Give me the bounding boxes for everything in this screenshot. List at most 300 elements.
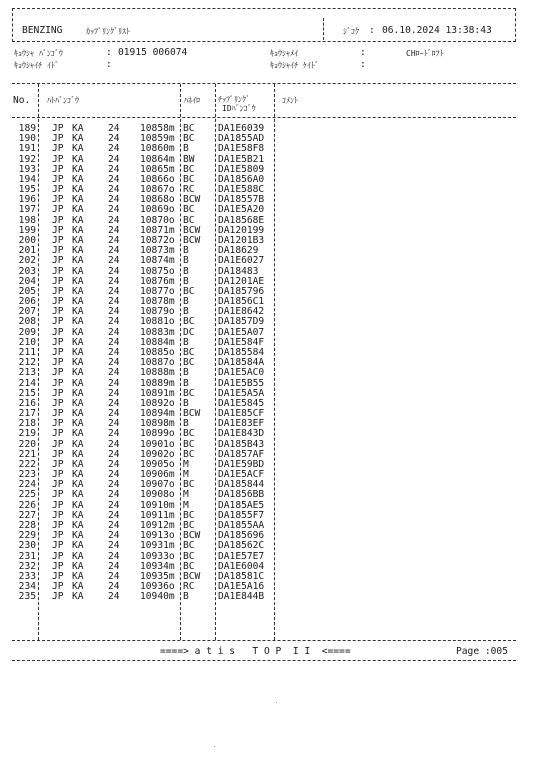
row-country: JP	[52, 285, 64, 297]
row-ring-number: 10906m	[140, 469, 175, 481]
table-row	[0, 317, 540, 327]
row-chip-id: DA1E83EF	[218, 418, 265, 430]
table-header-bottom-rule	[12, 117, 516, 118]
row-club-code: KA	[72, 306, 84, 318]
row-chip-id: DA1E5AC0	[218, 367, 265, 379]
row-number: 190	[18, 133, 36, 145]
row-club-code: KA	[72, 204, 84, 216]
row-year: 24	[108, 357, 120, 369]
col-color-header: ﾊﾈｲﾛ	[184, 96, 200, 105]
scan-speck	[214, 746, 215, 747]
row-club-code: KA	[72, 255, 84, 267]
row-year: 24	[108, 560, 120, 572]
supplier-place-colon: :	[106, 59, 112, 70]
row-country: JP	[52, 275, 64, 287]
row-club-code: KA	[72, 265, 84, 277]
row-color: BC	[183, 509, 195, 521]
row-chip-id: DA185796	[218, 285, 265, 297]
row-club-code: KA	[72, 153, 84, 165]
row-club-code: KA	[72, 458, 84, 470]
row-chip-id: DA1E5A5A	[218, 387, 265, 399]
row-chip-id: DA1856BB	[218, 489, 265, 501]
row-color: BCW	[183, 224, 201, 236]
row-number: 194	[18, 173, 36, 185]
row-year: 24	[108, 275, 120, 287]
col-ring-header: ﾊﾄﾊﾞﾝｺﾞｳ	[47, 96, 79, 105]
row-ring-number: 10910m	[140, 499, 175, 511]
row-country: JP	[52, 316, 64, 328]
row-color: BCW	[183, 234, 201, 246]
row-year: 24	[108, 316, 120, 328]
row-year: 24	[108, 520, 120, 532]
row-ring-number: 10877o	[140, 285, 175, 297]
row-ring-number: 10908o	[140, 489, 175, 501]
col-no-header: No.	[13, 95, 31, 106]
table-row	[0, 368, 540, 378]
row-country: JP	[52, 265, 64, 277]
row-number: 233	[18, 570, 36, 582]
row-chip-id: DA18557B	[218, 194, 265, 206]
row-ring-number: 10936o	[140, 581, 175, 593]
row-color: BC	[183, 163, 195, 175]
row-year: 24	[108, 265, 120, 277]
row-chip-id: DA1E5B55	[218, 377, 265, 389]
row-country: JP	[52, 306, 64, 318]
supplier-form-label: ｷｮｳｼｬｲﾁ ｹｲﾄﾞ	[270, 61, 319, 70]
row-club-code: KA	[72, 560, 84, 572]
row-ring-number: 10870o	[140, 214, 175, 226]
ch-lot-label: CHﾛｰﾄﾞﾛﾌﾄ	[406, 49, 444, 58]
row-country: JP	[52, 387, 64, 399]
row-chip-id: DA1E5A16	[218, 581, 265, 593]
row-country: JP	[52, 448, 64, 460]
row-chip-id: DA1E5ACF	[218, 469, 265, 481]
row-ring-number: 10872o	[140, 234, 175, 246]
row-ring-number: 10934m	[140, 560, 175, 572]
row-ring-number: 10911m	[140, 509, 175, 521]
row-color: BC	[183, 173, 195, 185]
row-color: BC	[183, 550, 195, 562]
row-country: JP	[52, 581, 64, 593]
row-chip-id: DA185B43	[218, 438, 265, 450]
row-club-code: KA	[72, 173, 84, 185]
row-ring-number: 10873m	[140, 245, 175, 257]
row-year: 24	[108, 245, 120, 257]
row-color: BC	[183, 316, 195, 328]
header-right-rule	[515, 8, 516, 42]
row-ring-number: 10912m	[140, 520, 175, 532]
row-country: JP	[52, 163, 64, 175]
row-club-code: KA	[72, 387, 84, 399]
row-ring-number: 10883m	[140, 326, 175, 338]
row-club-code: KA	[72, 520, 84, 532]
row-ring-number: 10933o	[140, 550, 175, 562]
row-year: 24	[108, 184, 120, 196]
header-split-rule	[323, 18, 324, 40]
row-club-code: KA	[72, 540, 84, 552]
row-country: JP	[52, 153, 64, 165]
row-color: B	[183, 397, 189, 409]
row-number: 202	[18, 255, 36, 267]
row-number: 235	[18, 591, 36, 603]
header-bottom-rule	[12, 41, 516, 42]
row-number: 222	[18, 458, 36, 470]
row-country: JP	[52, 346, 64, 358]
row-number: 228	[18, 520, 36, 532]
row-club-code: KA	[72, 285, 84, 297]
row-color: BC	[183, 204, 195, 216]
table-row	[0, 144, 540, 154]
row-year: 24	[108, 479, 120, 491]
row-color: BC	[183, 357, 195, 369]
row-club-code: KA	[72, 530, 84, 542]
row-ring-number: 10875o	[140, 265, 175, 277]
row-country: JP	[52, 184, 64, 196]
row-country: JP	[52, 204, 64, 216]
row-year: 24	[108, 296, 120, 308]
row-color: BC	[183, 387, 195, 399]
row-club-code: KA	[72, 296, 84, 308]
row-country: JP	[52, 560, 64, 572]
row-club-code: KA	[72, 438, 84, 450]
row-year: 24	[108, 499, 120, 511]
row-club-code: KA	[72, 163, 84, 175]
col-comment-header: ｺﾒﾝﾄ	[282, 96, 298, 105]
row-color: BC	[183, 214, 195, 226]
col-chip-ring-header: ﾁｯﾌﾟﾘﾝｸﾞ	[218, 95, 250, 104]
table-row	[0, 429, 540, 439]
row-year: 24	[108, 387, 120, 399]
row-country: JP	[52, 520, 64, 532]
row-year: 24	[108, 448, 120, 460]
row-club-code: KA	[72, 224, 84, 236]
row-club-code: KA	[72, 346, 84, 358]
footer-top-rule	[12, 640, 516, 641]
row-number: 189	[18, 123, 36, 134]
row-ring-number: 10876m	[140, 275, 175, 287]
row-number: 226	[18, 499, 36, 511]
row-color: B	[183, 418, 189, 430]
row-ring-number: 10879o	[140, 306, 175, 318]
row-club-code: KA	[72, 367, 84, 379]
row-chip-id: DA185584	[218, 346, 265, 358]
row-number: 218	[18, 418, 36, 430]
row-country: JP	[52, 530, 64, 542]
row-ring-number: 10940m	[140, 591, 175, 603]
row-year: 24	[108, 489, 120, 501]
row-number: 224	[18, 479, 36, 491]
row-number: 204	[18, 275, 36, 287]
company-name: BENZING	[22, 25, 63, 36]
row-chip-id: DA185696	[218, 530, 265, 542]
row-year: 24	[108, 509, 120, 521]
row-country: JP	[52, 336, 64, 348]
datetime-value: 06.10.2024 13:38:43	[382, 25, 492, 36]
row-color: BC	[183, 438, 195, 450]
footer-bottom-rule	[12, 660, 516, 661]
row-number: 230	[18, 540, 36, 552]
row-club-code: KA	[72, 448, 84, 460]
row-chip-id: DA1E5B21	[218, 153, 265, 165]
row-color: BC	[183, 540, 195, 552]
row-ring-number: 10894m	[140, 408, 175, 420]
row-color: BC	[183, 448, 195, 460]
row-year: 24	[108, 570, 120, 582]
row-number: 212	[18, 357, 36, 369]
row-number: 219	[18, 428, 36, 440]
row-chip-id: DA1855F7	[218, 509, 265, 521]
row-ring-number: 10899o	[140, 428, 175, 440]
supplier-no-value: 01915 006074	[118, 47, 188, 58]
row-chip-id: DA18584A	[218, 357, 265, 369]
row-number: 231	[18, 550, 36, 562]
row-ring-number: 10867o	[140, 184, 175, 196]
row-year: 24	[108, 153, 120, 165]
row-color: BC	[183, 133, 195, 145]
row-year: 24	[108, 438, 120, 450]
scan-speck	[276, 702, 277, 703]
row-club-code: KA	[72, 397, 84, 409]
row-country: JP	[52, 418, 64, 430]
supplier-no-colon: :	[106, 47, 112, 58]
row-year: 24	[108, 326, 120, 338]
row-number: 210	[18, 336, 36, 348]
row-year: 24	[108, 214, 120, 226]
row-ring-number: 10878m	[140, 296, 175, 308]
row-ring-number: 10913o	[140, 530, 175, 542]
row-country: JP	[52, 133, 64, 145]
row-club-code: KA	[72, 336, 84, 348]
row-country: JP	[52, 194, 64, 206]
row-chip-id: DA1E59BD	[218, 458, 265, 470]
row-number: 201	[18, 245, 36, 257]
row-ring-number: 10901o	[140, 438, 175, 450]
row-color: B	[183, 245, 189, 257]
row-country: JP	[52, 458, 64, 470]
row-number: 205	[18, 285, 36, 297]
row-country: JP	[52, 123, 64, 134]
row-club-code: KA	[72, 509, 84, 521]
row-ring-number: 10859m	[140, 133, 175, 145]
row-number: 215	[18, 387, 36, 399]
row-color: B	[183, 377, 189, 389]
row-number: 191	[18, 143, 36, 155]
row-year: 24	[108, 133, 120, 145]
row-chip-id: DA1E843D	[218, 428, 265, 440]
row-year: 24	[108, 204, 120, 216]
row-number: 213	[18, 367, 36, 379]
row-number: 208	[18, 316, 36, 328]
row-color: B	[183, 367, 189, 379]
row-chip-id: DA1E6027	[218, 255, 265, 267]
row-year: 24	[108, 469, 120, 481]
row-ring-number: 10858m	[140, 123, 175, 134]
table-row	[0, 592, 540, 602]
row-ring-number: 10881o	[140, 316, 175, 328]
supplier-form-colon: :	[360, 59, 366, 70]
row-chip-id: DA1855AA	[218, 520, 265, 532]
row-ring-number: 10884m	[140, 336, 175, 348]
row-club-code: KA	[72, 184, 84, 196]
row-ring-number: 10866o	[140, 173, 175, 185]
row-club-code: KA	[72, 408, 84, 420]
report-title: ｶｯﾌﾟﾘﾝｸﾞﾘｽﾄ	[86, 27, 130, 36]
row-club-code: KA	[72, 499, 84, 511]
row-number: 199	[18, 224, 36, 236]
row-country: JP	[52, 570, 64, 582]
row-country: JP	[52, 397, 64, 409]
row-country: JP	[52, 367, 64, 379]
row-club-code: KA	[72, 316, 84, 328]
row-country: JP	[52, 214, 64, 226]
row-country: JP	[52, 143, 64, 155]
row-year: 24	[108, 408, 120, 420]
row-chip-id: DA1E584F	[218, 336, 265, 348]
row-club-code: KA	[72, 418, 84, 430]
row-number: 229	[18, 530, 36, 542]
row-color: M	[183, 499, 189, 511]
col-chip-id-header: IDﾊﾞﾝｺﾞｳ	[222, 104, 256, 113]
row-year: 24	[108, 194, 120, 206]
row-club-code: KA	[72, 234, 84, 246]
row-country: JP	[52, 296, 64, 308]
row-chip-id: DA1201AE	[218, 275, 265, 287]
row-year: 24	[108, 306, 120, 318]
row-year: 24	[108, 367, 120, 379]
row-chip-id: DA1E6039	[218, 123, 265, 134]
row-color: BCW	[183, 408, 201, 420]
table-row	[0, 256, 540, 266]
row-color: B	[183, 591, 189, 603]
row-year: 24	[108, 428, 120, 440]
row-year: 24	[108, 224, 120, 236]
row-club-code: KA	[72, 245, 84, 257]
row-chip-id: DA1856C1	[218, 296, 265, 308]
row-country: JP	[52, 509, 64, 521]
row-number: 192	[18, 153, 36, 165]
row-number: 216	[18, 397, 36, 409]
row-year: 24	[108, 540, 120, 552]
row-color: B	[183, 306, 189, 318]
row-color: B	[183, 275, 189, 287]
row-country: JP	[52, 550, 64, 562]
row-number: 221	[18, 448, 36, 460]
row-club-code: KA	[72, 469, 84, 481]
row-color: BC	[183, 428, 195, 440]
row-number: 195	[18, 184, 36, 196]
row-year: 24	[108, 123, 120, 134]
row-year: 24	[108, 458, 120, 470]
row-chip-id: DA18562C	[218, 540, 265, 552]
row-color: M	[183, 458, 189, 470]
table-row	[0, 490, 540, 500]
row-club-code: KA	[72, 143, 84, 155]
footer-brand: ====> a t i s T O P I I <====	[160, 646, 351, 657]
row-year: 24	[108, 285, 120, 297]
table-row	[0, 541, 540, 551]
row-color: BC	[183, 560, 195, 572]
row-chip-id: DA1E5A20	[218, 204, 265, 216]
row-ring-number: 10888m	[140, 367, 175, 379]
table-header-top-rule	[12, 83, 516, 84]
row-club-code: KA	[72, 377, 84, 389]
row-club-code: KA	[72, 123, 84, 134]
row-year: 24	[108, 591, 120, 603]
table-row	[0, 205, 540, 215]
row-color: B	[183, 143, 189, 155]
row-club-code: KA	[72, 591, 84, 603]
row-ring-number: 10865m	[140, 163, 175, 175]
row-country: JP	[52, 173, 64, 185]
row-year: 24	[108, 163, 120, 175]
row-number: 225	[18, 489, 36, 501]
row-number: 220	[18, 438, 36, 450]
supplier-name-label: ｷｮｳｼｬﾒｲ	[270, 49, 298, 58]
row-color: M	[183, 469, 189, 481]
row-chip-id: DA1E8642	[218, 306, 265, 318]
row-number: 197	[18, 204, 36, 216]
row-number: 207	[18, 306, 36, 318]
row-year: 24	[108, 418, 120, 430]
row-number: 193	[18, 163, 36, 175]
row-ring-number: 10907o	[140, 479, 175, 491]
row-club-code: KA	[72, 275, 84, 287]
row-ring-number: 10902o	[140, 448, 175, 460]
row-chip-id: DA18483	[218, 265, 259, 277]
row-color: B	[183, 296, 189, 308]
row-chip-id: DA18568E	[218, 214, 265, 226]
row-chip-id: DA1E57E7	[218, 550, 265, 562]
row-country: JP	[52, 224, 64, 236]
row-country: JP	[52, 540, 64, 552]
row-country: JP	[52, 377, 64, 389]
row-ring-number: 10869o	[140, 204, 175, 216]
row-country: JP	[52, 479, 64, 491]
datetime-colon: :	[369, 25, 375, 36]
row-country: JP	[52, 234, 64, 246]
row-color: B	[183, 336, 189, 348]
row-chip-id: DA185AE5	[218, 499, 265, 511]
row-year: 24	[108, 234, 120, 246]
row-number: 232	[18, 560, 36, 572]
row-country: JP	[52, 438, 64, 450]
row-year: 24	[108, 255, 120, 267]
row-color: BC	[183, 520, 195, 532]
row-country: JP	[52, 591, 64, 603]
row-ring-number: 10898m	[140, 418, 175, 430]
row-ring-number: 10868o	[140, 194, 175, 206]
row-number: 234	[18, 581, 36, 593]
row-chip-id: DA1E588C	[218, 184, 265, 196]
row-club-code: KA	[72, 133, 84, 145]
row-country: JP	[52, 489, 64, 501]
row-chip-id: DA18629	[218, 245, 259, 257]
row-year: 24	[108, 397, 120, 409]
row-country: JP	[52, 469, 64, 481]
row-ring-number: 10935m	[140, 570, 175, 582]
row-chip-id: DA120199	[218, 224, 265, 236]
row-chip-id: DA1E5845	[218, 397, 265, 409]
row-number: 223	[18, 469, 36, 481]
row-number: 206	[18, 296, 36, 308]
row-number: 198	[18, 214, 36, 226]
row-country: JP	[52, 428, 64, 440]
row-club-code: KA	[72, 489, 84, 501]
row-ring-number: 10874m	[140, 255, 175, 267]
row-chip-id: DA1E5A07	[218, 326, 265, 338]
row-year: 24	[108, 581, 120, 593]
row-club-code: KA	[72, 570, 84, 582]
